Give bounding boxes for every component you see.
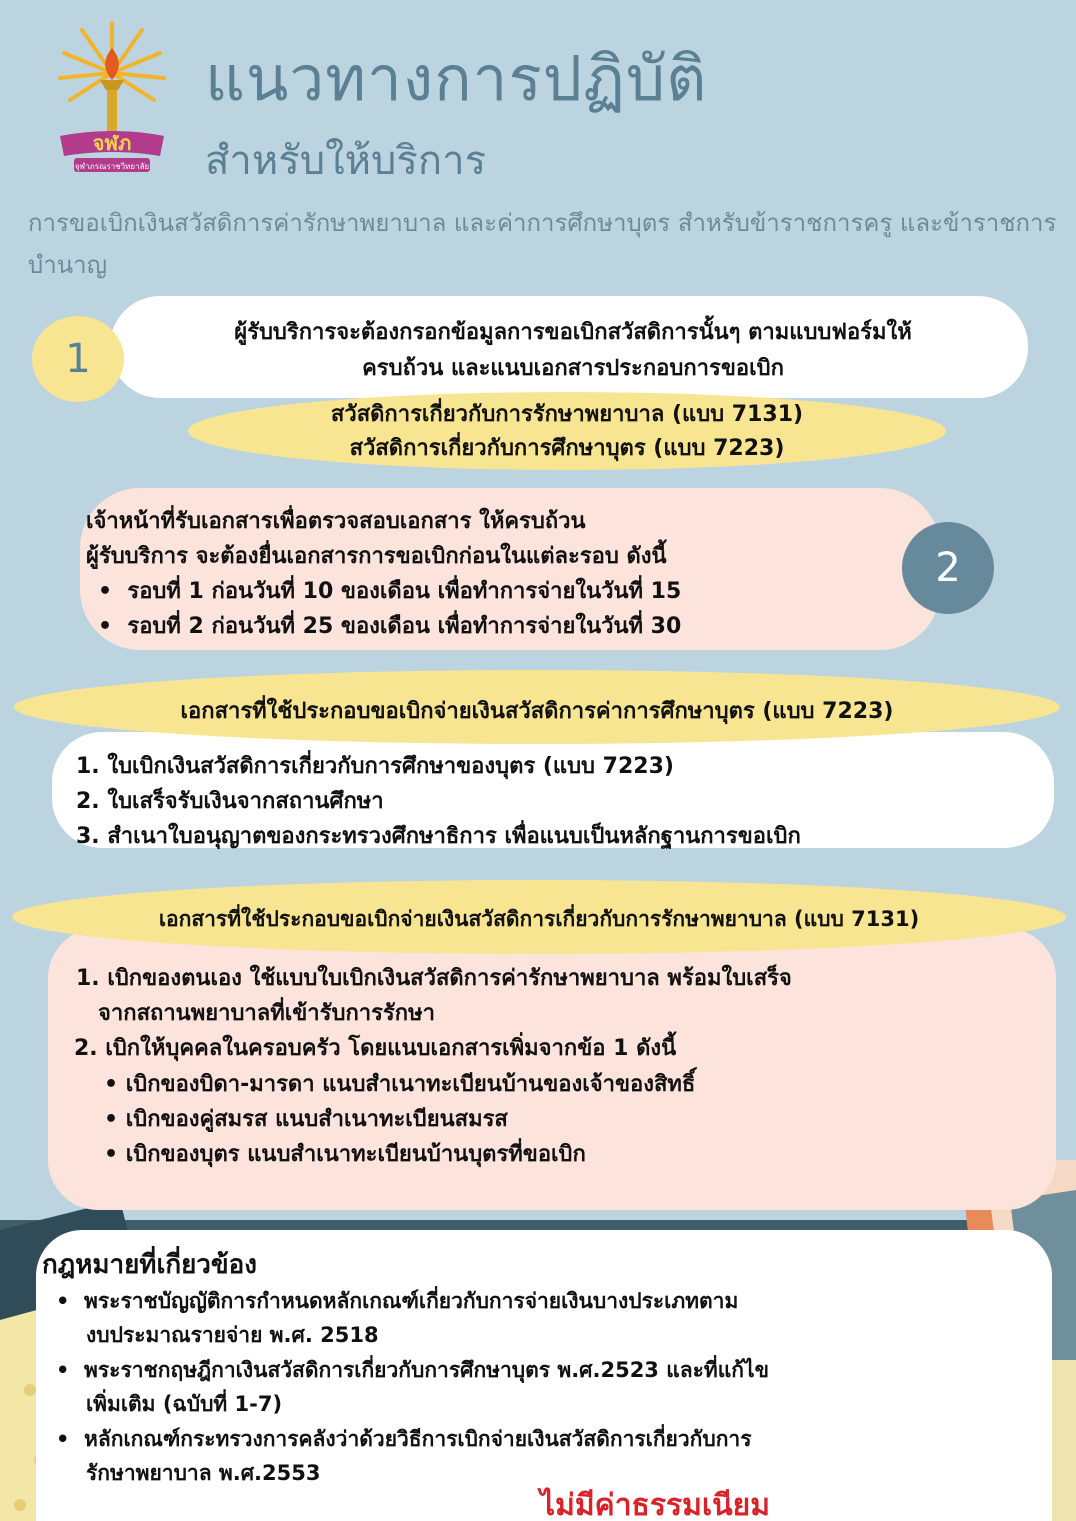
step2-number-label: 2: [935, 545, 961, 591]
education-doc-item-2: 2. ใบเสร็จรับเงินจากสถานศึกษา: [76, 789, 384, 814]
medical-doc-item-1-cont: จากสถานพยาบาลที่เข้ารับการรักษา: [98, 1001, 435, 1026]
bullet-icon: •: [98, 614, 128, 639]
form-7131-label: สวัสดิการเกี่ยวกับการรักษาพยาบาล (แบบ 7131): [330, 402, 804, 427]
law-item-3-line2: รักษาพยาบาล พ.ศ.2553: [86, 1461, 321, 1485]
law-item-2-line1: พระราชกฤษฎีกาเงินสวัสดิการเกี่ยวกับการศึกษาบุตร พ.ศ.2523 และที่แก้ไข: [84, 1358, 769, 1382]
law-item-2: [56, 1353, 769, 1421]
torch-icon: [52, 18, 172, 178]
medical-docs-heading: เอกสารที่ใช้ประกอบขอเบิกจ่ายเงินสวัสดิการเกี่ยวกับการรักษาพยาบาล (แบบ 7131): [158, 907, 920, 931]
page-title: แนวทางการปฏิบัติ: [205, 42, 708, 115]
step2-round-2: [98, 608, 681, 643]
step2-round-1: [98, 573, 681, 608]
step1-line2: ครบถ้วน และแนบเอกสารประกอบการขอเบิก: [362, 356, 784, 381]
law-item-1-line1: พระราชบัญญัติการกำหนดหลักเกณฑ์เกี่ยวกับการจ่ายเงินบางประเภทตาม: [84, 1289, 739, 1313]
bullet-icon: •: [98, 579, 128, 604]
medical-doc-item-1: 1. เบิกของตนเอง ใช้แบบใบเบิกเงินสวัสดิการค่ารักษาพยาบาล พร้อมใบเสร็จ: [76, 966, 792, 991]
svg-text:จฬภ: จฬภ: [92, 131, 132, 155]
education-docs-heading: เอกสารที่ใช้ประกอบขอเบิกจ่ายเงินสวัสดิการค่าการศึกษาบุตร (แบบ 7223): [180, 699, 894, 724]
no-fee-label: ไม่มีค่าธรรมเนียม: [540, 1488, 770, 1521]
bullet-icon: •: [56, 1427, 85, 1451]
law-item-1: [56, 1284, 738, 1352]
bullet-icon: •: [56, 1358, 85, 1382]
page-subtitle: สำหรับให้บริการ: [205, 138, 487, 184]
step2-line2: ผู้รับบริการ จะต้องยื่นเอกสารการขอเบิกก่อนในแต่ละรอบ ดังนี้: [86, 544, 667, 569]
round-2-text: รอบที่ 2 ก่อนวันที่ 25 ของเดือน เพื่อทำการจ่ายในวันที่ 30: [127, 614, 682, 639]
law-item-2-line2: เพิ่มเติม (ฉบับที่ 1-7): [86, 1392, 283, 1416]
form-7223-label: สวัสดิการเกี่ยวกับการศึกษาบุตร (แบบ 7223): [349, 436, 785, 461]
medical-sub-item-spouse: • เบิกของคู่สมรส แนบสำเนาทะเบียนสมรส: [104, 1107, 508, 1132]
step1-line1: ผู้รับบริการจะต้องกรอกข้อมูลการขอเบิกสวัสดิการนั้นๆ ตามแบบฟอร์มให้: [234, 320, 912, 345]
medical-doc-item-2: 2. เบิกให้บุคคลในครอบครัว โดยแนบเอกสารเพิ่มจากข้อ 1 ดังนี้: [74, 1036, 677, 1061]
intro-text: การขอเบิกเงินสวัสดิการค่ารักษาพยาบาล และค่าการศึกษาบุตร สำหรับข้าราชการครู และข้าราชการบำนาญ: [28, 209, 1057, 279]
step1-number-label: 1: [65, 336, 91, 382]
step2-number: [902, 522, 994, 614]
medical-sub-item-child: • เบิกของบุตร แนบสำเนาทะเบียนบ้านบุตรที่ขอเบิก: [104, 1142, 586, 1167]
education-doc-item-3: 3. สำเนาใบอนุญาตของกระทรวงศึกษาธิการ เพื่อแนบเป็นหลักฐานการขอเบิก: [76, 824, 801, 849]
law-item-3: [56, 1422, 751, 1490]
step2-line1: เจ้าหน้าที่รับเอกสารเพื่อตรวจสอบเอกสาร ให้ครบถ้วน: [86, 509, 586, 534]
law-item-1-line2: งบประมาณรายจ่าย พ.ศ. 2518: [86, 1323, 379, 1347]
laws-heading: กฎหมายที่เกี่ยวข้อง: [42, 1250, 257, 1280]
round-1-text: รอบที่ 1 ก่อนวันที่ 10 ของเดือน เพื่อทำการจ่ายในวันที่ 15: [127, 579, 682, 604]
bullet-icon: •: [56, 1289, 85, 1313]
law-item-3-line1: หลักเกณฑ์กระทรวงการคลังว่าด้วยวิธีการเบิกจ่ายเงินสวัสดิการเกี่ยวกับการ: [84, 1427, 752, 1451]
medical-sub-item-parents: • เบิกของบิดา-มารดา แนบสำเนาทะเบียนบ้านของเจ้าของสิทธิ์: [104, 1072, 696, 1097]
school-logo: [52, 18, 172, 178]
step1-number: [32, 316, 124, 402]
education-doc-item-1: 1. ใบเบิกเงินสวัสดิการเกี่ยวกับการศึกษาของบุตร (แบบ 7223): [76, 754, 674, 779]
logo-text: จุฬาภรณราชวิทยาลัย: [74, 162, 150, 171]
